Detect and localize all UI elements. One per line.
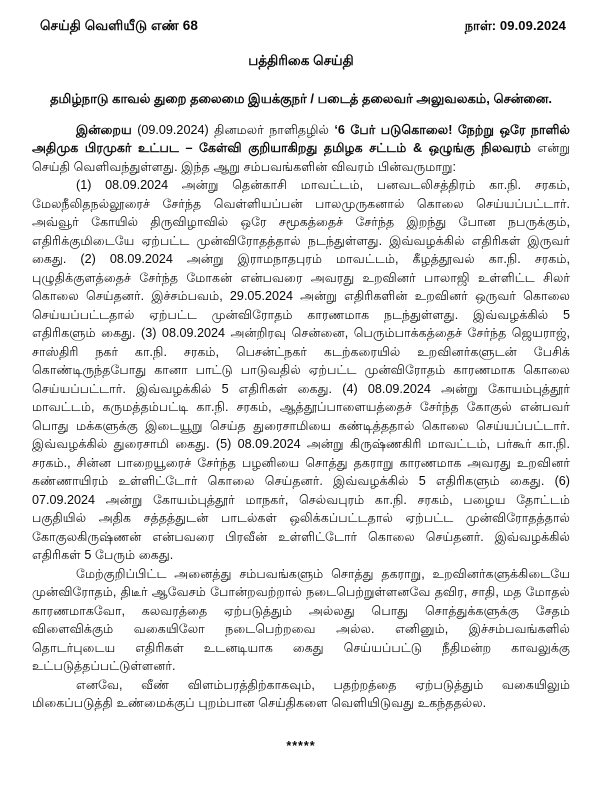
end-marker: *****	[286, 738, 316, 753]
incidents-paragraph: (1) 08.09.2024 அன்று தென்காசி மாவட்டம், பனவடலிசத்திரம் கா.நி. சரகம், மேலநீலிதநல்லூரைச் சேர்ந்த வெள்ளியப்பன் பாலமுருகனால் கொலை செய்யப்பட்டார். அவ்வூர் கோயில் திருவிழாவில் ஒரே சமூகத்தைச் சேர்ந்த இறந்து போன நபருக்கும், எதிரிக்குமிடையே ஏற்பட்ட முன்விரோதத்தால் நடந்துள்ளது. இவ்வழக்கில் எதிரிகள் இருவர் கைது. (2) 08.09.2024 அன்று இராமநாதபுரம் மாவட்டம், கீழத்தூவல் கா.நி. சரகம், புழுதிக்குளத்தைச் சேர்ந்த மோகன் என்பவரை அவரது உறவினர் பாலாஜி உள்ளிட்ட சிலர் கொலை செய்தனர். இச்சம்பவம், 29.05.2024 அன்று எதிரிகளின் உறவினர் ஒருவர் கொலை செய்யப்பட்டதால் ஏற்பட்ட முன்விரோதம் காரணமாக நடந்துள்ளது. இவ்வழக்கில் 5 எதிரிகளும் கைது. (3) 08.09.2024 அன்றிரவு சென்னை, பெரும்பாக்கத்தைச் சேர்ந்த ஜெயராஜ், சாஸ்திரி நகர் கா.நி. சரகம், பெசன்ட்நகர் கடற்கரையில் உறவினர்களுடன் பேசிக் கொண்டிருந்தபோது கானா பாட்டு பாடுவதில் ஏற்பட்ட முன்விரோதம் காரணமாக கொலை செய்யப்பட்டார். இவ்வழக்கில் 5 எதிரிகள் கைது. (4) 08.09.2024 அன்று கோயம்புத்தூர் மாவட்டம், கருமத்தம்பட்டி கா.நி. சரகம், ஆத்தூப்பாளையத்தைச் சேர்ந்த கோகுல் என்பவர் பொது மக்களுக்கு இடையூறு செய்த துரைசாமியை கண்டித்ததால் கொலை செய்யப்பட்டார். இவ்வழக்கில் துரைசாமி கைது. (5) 08.09.2024 அன்று கிருஷ்ணகிரி மாவட்டம், பர்கூர் கா.நி. சரகம்., சின்ன பாறையூரைச் சேர்ந்த பழனியை சொத்து தகராறு காரணமாக அவரது உறவினர் கண்ணாயிரம் உள்ளிட்டோர் கொலை செய்தனர். இவ்வழக்கில் 5 எதிரிகளும் கைது. (6) 07.09.2024 அன்று கோயம்புத்தூர் மாநகர், செல்வபுரம் கா.நி. சரகம், பழைய தோட்டம் பகுதியில் அதிக சத்தத்துடன் பாடல்கள் ஒலிக்கப்பட்டதால் ஏற்பட்ட முன்விரோதத்தால் கோகுலகிருஷ்ணன் என்பவரை பிரவீன் உள்ளிட்டோர் கொலை செய்தனர். இவ்வழக்கில் எதிரிகள் 5 பேரும் கைது.	[32, 178, 570, 563]
summary-paragraph: மேற்குறிப்பிட்ட அனைத்து சம்பவங்களும் சொத்து தகராறு, உறவினர்களுக்கிடையே முன்விரோதம், திடீர் ஆவேசம் போன்றவற்றால் நடைபெற்றுள்ளனவே தவிர, சாதி, மத மோதல் காரணமாகவோ, கலவரத்தை ஏற்படுத்தும் அல்லது பொது சொத்துக்களுக்கு சேதம் விளைவிக்கும் வகையிலோ நடைபெற்றவை அல்ல. எனினும், இச்சம்பவங்களில் தொடர்புடைய எதிரிகள் உடனடியாக கைது செய்யப்பட்டு நீதிமன்ற காவலுக்கு உட்படுத்தப்பட்டுள்ளனர்.	[32, 566, 570, 674]
intro-normal-lead: (09.09.2024) தினமலர் நாளிதழில்	[131, 122, 335, 137]
intro-paragraph	[32, 121, 570, 177]
intro-bold-lead: இன்றைய	[76, 122, 132, 137]
page-title: பத்திரிகை செய்தி	[248, 53, 354, 68]
header-row	[32, 18, 570, 36]
release-date: நாள்: 09.09.2024	[464, 18, 566, 33]
office-heading: தமிழ்நாடு காவல் துறை தலைமை இயக்குநர் / படைத் தலைவர் அலுவலகம், சென்னை.	[50, 91, 552, 106]
intro-normal-tail: என்று செய்தி வெளிவந்துள்ளது. இந்த ஆறு சம்பவங்களின் விவரம் பின்வருமாறு:	[32, 141, 571, 174]
intro-headline-quote: ‘6 பேர் படுகொலை! நேற்று ஒரே நாளில் அதிமுக பிரமுகர் உட்பட – கேள்வி குறியாகிறது தமிழக சட்டம் & ஒழுங்கு நிலவரம்	[32, 122, 570, 156]
document-body	[32, 121, 570, 713]
release-number: செய்தி வெளியீடு எண் 68	[40, 18, 198, 33]
closing-paragraph: எனவே, வீண் விளம்பரத்திற்காகவும், பதற்றத்தை ஏற்படுத்தும் வகையிலும் மிகைப்படுத்தி உண்மைக்குப் புறம்பான செய்திகளை வெளியிடுவது உகந்ததல்ல.	[32, 677, 570, 711]
